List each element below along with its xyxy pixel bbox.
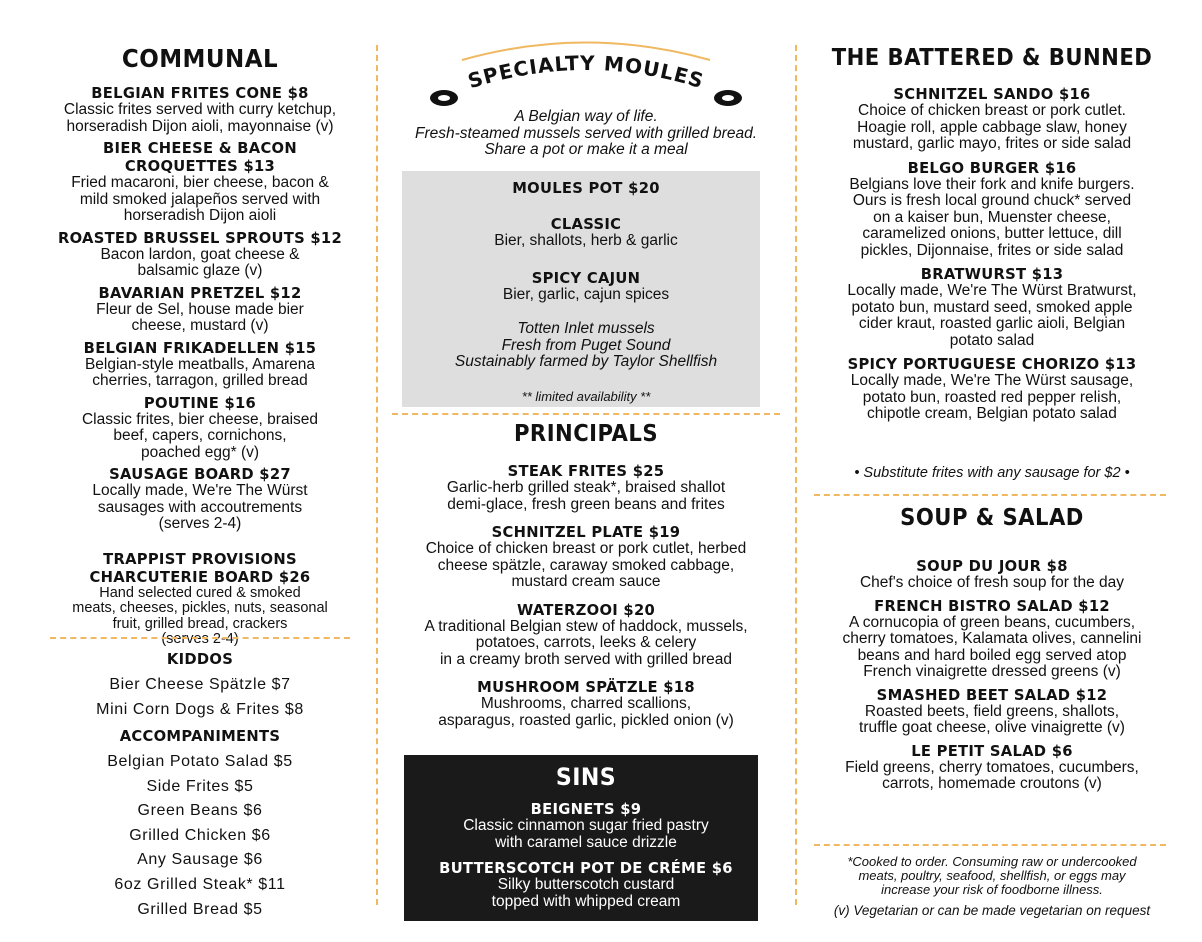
moules-source — [392, 321, 780, 371]
item-name: TRAPPIST PROVISIONS — [103, 549, 297, 568]
principals-title: PRINCIPALS — [513, 421, 659, 447]
item-desc: cider kraut, roasted garlic aioli, Belgian — [858, 315, 1126, 332]
item-desc: Classic cinnamon sugar fried pastry — [463, 817, 709, 834]
item-desc: cherry tomatoes, Kalamata olives, cannelini — [842, 630, 1142, 647]
item-desc: Garlic-herb grilled steak*, braised shallot — [446, 479, 726, 496]
item-name: BIER CHEESE & BACON CROQUETTES $13 — [103, 139, 297, 175]
item-name: SCHNITZEL SANDO $16 — [893, 85, 1091, 103]
item-desc: A cornucopia of green beans, cucumbers, — [848, 613, 1136, 631]
item-desc: cherries, tarragon, grilled bread — [92, 372, 308, 389]
item-desc: Locally made, We're The Würst Bratwurst, — [847, 282, 1137, 299]
item-name: FRENCH BISTRO SALAD $12 — [874, 596, 1110, 615]
item-desc: Hoagie roll, apple cabbage slaw, honey — [857, 118, 1127, 136]
menu-item — [392, 601, 780, 669]
item-desc: cheese, mustard (v) — [131, 317, 269, 334]
item-desc: Bacon lardon, goat cheese & — [100, 245, 300, 263]
menu-item — [392, 462, 780, 513]
accompaniment-item: 6oz Grilled Steak* $11 — [114, 875, 286, 893]
kiddos-item: Bier Cheese Spätzle $7 — [109, 676, 291, 693]
sins-list — [392, 800, 780, 918]
item-desc: potato salad — [949, 331, 1035, 349]
menu-item — [812, 159, 1172, 260]
battered-list — [812, 85, 1172, 429]
moules-cajun-name: SPICY CAJUN — [531, 269, 641, 287]
item-desc: cheese spätzle, caraway smoked cabbage, — [437, 556, 735, 574]
accompaniment-item: Grilled Chicken $6 — [129, 826, 271, 844]
item-desc: A traditional Belgian stew of haddock, mussels, — [424, 617, 748, 635]
item-desc: pickles, Dijonnaise, frites or side salad — [860, 241, 1124, 259]
item-desc: Fried macaroni, bier cheese, bacon & — [71, 174, 329, 191]
item-desc: truffle goat cheese, olive vinaigrette (v) — [859, 719, 1125, 736]
column-divider-left — [376, 45, 378, 905]
menu-item — [812, 686, 1172, 737]
source-line: Fresh from Puget Sound — [501, 336, 671, 354]
item-desc: in a creamy broth served with grilled bread — [439, 650, 733, 668]
item-desc: (serves 2-4) — [161, 631, 239, 647]
item-desc: asparagus, roasted garlic, pickled onion (v) — [438, 711, 734, 729]
column-divider-right — [795, 45, 797, 905]
item-desc: potatoes, carrots, leeks & celery — [475, 634, 697, 651]
item-name: MUSHROOM SPÄTZLE $18 — [477, 678, 695, 696]
item-name: BELGIAN FRITES CONE $8 — [91, 84, 309, 102]
item-desc: fruit, grilled bread, crackers — [112, 615, 288, 632]
item-desc: meats, cheeses, pickles, nuts, seasonal — [72, 600, 328, 616]
item-name: BAVARIAN PRETZEL $12 — [98, 283, 302, 302]
tagline-line: Fresh-steamed mussels served with grilled bread. — [415, 124, 757, 142]
accompaniment-item: Belgian Potato Salad $5 — [107, 753, 293, 770]
item-desc: Field greens, cherry tomatoes, cucumbers, — [845, 758, 1139, 776]
item-desc: mustard, garlic mayo, frites or side salad — [852, 135, 1132, 152]
item-desc: caramelized onions, butter lettuce, dill — [862, 225, 1122, 242]
item-desc: Classic frites served with curry ketchup, — [63, 101, 337, 118]
menu-item — [812, 85, 1172, 153]
sins-title: SINS — [555, 763, 617, 791]
accompaniment-item: Grilled Bread $5 — [137, 900, 263, 918]
item-desc: Chef's choice of fresh soup for the day — [859, 574, 1125, 591]
vegetarian-note: (v) Vegetarian or can be made vegetarian on request — [833, 903, 1151, 918]
item-name: POUTINE $16 — [143, 393, 257, 412]
item-desc: Roasted beets, field greens, shallots, — [864, 702, 1120, 720]
menu-item — [40, 139, 360, 225]
kiddos-divider — [50, 637, 350, 639]
item-desc: potato bun, mustard seed, smoked apple — [851, 298, 1133, 316]
item-desc: (serves 2-4) — [158, 515, 242, 532]
item-name: BUTTERSCOTCH POT DE CRÉME $6 — [439, 859, 733, 877]
item-name: CHARCUTERIE BOARD $26 — [89, 567, 311, 586]
item-desc: chipotle cream, Belgian potato salad — [867, 405, 1117, 422]
disclaimer-line: *Cooked to order. Consuming raw or undercooked — [847, 854, 1137, 869]
kiddos-list — [40, 673, 360, 722]
item-name: SMASHED BEET SALAD $12 — [876, 685, 1108, 704]
source-line: Sustainably farmed by Taylor Shellfish — [454, 353, 718, 370]
item-desc: French vinaigrette dressed greens (v) — [863, 663, 1121, 680]
menu-item — [812, 355, 1172, 423]
accompaniment-item: Any Sausage $6 — [137, 851, 263, 869]
menu-item — [40, 465, 360, 533]
item-desc: Choice of chicken breast or pork cutlet. — [858, 102, 1126, 119]
accompaniment-item: Green Beans $6 — [137, 802, 263, 820]
accompaniments-title: ACCOMPANIMENTS — [119, 727, 281, 745]
item-desc: Belgians love their fork and knife burgers. — [849, 175, 1135, 193]
item-name: WATERZOOI $20 — [516, 600, 656, 619]
item-desc: Mushrooms, charred scallions, — [480, 695, 692, 712]
item-name: SCHNITZEL PLATE $19 — [491, 523, 681, 541]
menu-item — [812, 265, 1172, 349]
disclaimer-line: meats, poultry, seafood, shellfish, or eggs may — [858, 868, 1126, 883]
moules-classic-desc: Bier, shallots, herb & garlic — [494, 232, 678, 249]
menu-item — [40, 394, 360, 462]
item-desc: poached egg* (v) — [140, 443, 260, 461]
item-desc: with caramel sauce drizzle — [495, 833, 677, 851]
item-name: SOUP DU JOUR $8 — [916, 557, 1068, 575]
item-name: BELGIAN FRIKADELLEN $15 — [83, 338, 317, 357]
item-desc: horseradish Dijon aioli — [123, 207, 277, 224]
svg-text:SPECIALTY MOULES — [465, 51, 707, 93]
item-desc: carrots, homemade croutons (v) — [882, 775, 1102, 792]
item-desc: balsamic glaze (v) — [137, 262, 263, 279]
item-desc: horseradish Dijon aioli, mayonnaise (v) — [66, 117, 334, 135]
battered-title: THE BATTERED & BUNNED — [831, 45, 1153, 71]
moules-note: ** limited availability ** — [521, 389, 651, 404]
communal-title: COMMUNAL — [121, 44, 279, 73]
item-desc: Ours is fresh local ground chuck* served — [852, 192, 1132, 209]
item-desc: Silky butterscotch custard — [497, 876, 675, 893]
menu-item — [812, 742, 1172, 793]
item-name: ROASTED BRUSSEL SPROUTS $12 — [58, 228, 342, 247]
menu-item — [392, 800, 780, 851]
communal-list — [40, 84, 360, 653]
moules-title: SPECIALTY MOULES — [465, 50, 707, 94]
moules-cajun-desc: Bier, garlic, cajun spices — [502, 286, 670, 303]
item-name: BELGO BURGER $16 — [907, 158, 1077, 177]
item-desc: sausages with accoutrements — [97, 498, 303, 516]
mussel-icon — [714, 90, 742, 106]
menu-item — [392, 678, 780, 729]
moules-pot: MOULES POT $20 — [512, 179, 660, 197]
moules-tagline — [392, 109, 780, 159]
item-name: SPICY PORTUGUESE CHORIZO $13 — [847, 355, 1137, 373]
menu-item — [812, 557, 1172, 592]
menu-item — [392, 523, 780, 591]
item-desc: beans and hard boiled egg served atop — [857, 646, 1127, 664]
principals-list — [392, 462, 780, 739]
kiddos-title: KIDDOS — [166, 650, 234, 668]
item-desc: beef, capers, cornichons, — [113, 427, 287, 444]
mussel-icon — [430, 90, 458, 106]
accompaniment-item: Side Frites $5 — [146, 777, 254, 795]
item-desc: Locally made, We're The Würst sausage, — [850, 372, 1134, 389]
footer-disclaimer — [812, 855, 1172, 897]
item-desc: Choice of chicken breast or pork cutlet, herbed — [425, 540, 747, 557]
menu-item — [40, 339, 360, 390]
item-name: LE PETIT SALAD $6 — [911, 741, 1073, 760]
item-name: SAUSAGE BOARD $27 — [109, 465, 291, 483]
tagline-line: Share a pot or make it a meal — [484, 141, 688, 158]
item-name: STEAK FRITES $25 — [507, 462, 665, 480]
item-desc: topped with whipped cream — [491, 892, 681, 910]
item-desc: mild smoked jalapeños served with — [79, 190, 321, 208]
menu-item — [392, 859, 780, 910]
tagline-line: A Belgian way of life. — [514, 108, 658, 125]
soup-divider — [814, 494, 1166, 496]
item-desc: Hand selected cured & smoked — [99, 584, 301, 601]
menu-item — [40, 284, 360, 335]
item-desc: on a kaiser bun, Muenster cheese, — [873, 208, 1111, 226]
menu-item — [40, 550, 360, 648]
item-desc: potato bun, roasted red pepper relish, — [862, 388, 1122, 406]
source-line: Totten Inlet mussels — [517, 320, 655, 337]
item-desc: Locally made, We're The Würst — [92, 482, 308, 499]
soup-list — [812, 557, 1172, 798]
menu-item — [40, 229, 360, 280]
item-desc: mustard cream sauce — [511, 573, 661, 590]
menu-item — [40, 84, 360, 135]
accompaniments-list — [40, 750, 360, 922]
item-desc: Classic frites, bier cheese, braised — [81, 410, 319, 428]
item-name: BRATWURST $13 — [920, 265, 1064, 283]
item-desc: Belgian-style meatballs, Amarena — [84, 355, 316, 373]
disclaimer-line: increase your risk of foodborne illness. — [881, 882, 1103, 897]
moules-classic-name: CLASSIC — [550, 215, 622, 233]
principals-divider — [392, 413, 780, 415]
item-desc: demi-glace, fresh green beans and frites — [447, 495, 725, 513]
menu-item — [812, 597, 1172, 681]
item-desc: Fleur de Sel, house made bier — [96, 300, 304, 318]
item-name: BEIGNETS $9 — [530, 800, 642, 818]
substitute-note: • Substitute frites with any sausage for $2 • — [854, 465, 1130, 481]
soup-title: SOUP & SALAD — [900, 505, 1084, 531]
footer-divider — [814, 844, 1166, 846]
kiddos-item: Mini Corn Dogs & Frites $8 — [96, 700, 304, 718]
